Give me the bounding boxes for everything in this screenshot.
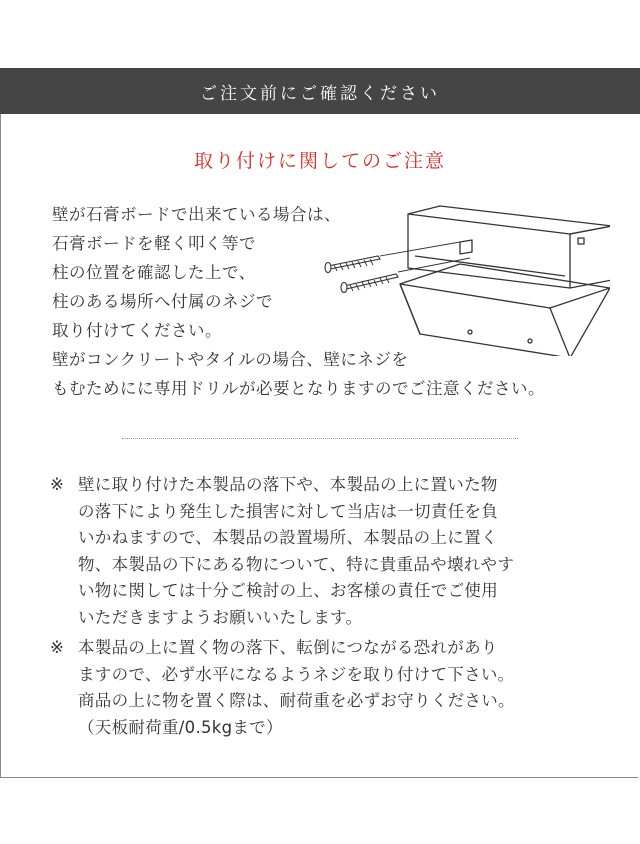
- note-mark: ※: [50, 475, 65, 494]
- note-line: （天板耐荷重/0.5kgまで）: [78, 717, 283, 737]
- header-bar: [0, 68, 640, 114]
- note-line: いかねますので、本製品の設置場所、本製品の上に置く: [78, 528, 498, 547]
- intro-line: 石膏ボードを軽く叩く等で: [52, 234, 256, 253]
- note-line: 壁に取り付けた本製品の落下や、本製品の上に置いた物: [78, 475, 498, 494]
- note-line: 物、本製品の下にある物について、特に貴重品や壊れやす: [78, 554, 515, 574]
- note-mark: ※: [50, 638, 65, 657]
- note-line: 本製品の上に置く物の落下、転倒につながる恐れがあり: [78, 638, 498, 657]
- intro-line: 柱のある場所へ付属のネジで: [52, 292, 273, 311]
- header-title: ご注文前にご確認ください: [200, 83, 440, 104]
- intro-line: 取り付けてください。: [52, 321, 222, 340]
- note-line: ますので、必ず水平になるようネジを取り付けて下さい。: [78, 664, 515, 684]
- notes-section: [50, 472, 590, 745]
- dotted-divider: [122, 438, 518, 439]
- note-line: い物に関しては十分ご検討の上、お客様の責任でご使用: [78, 581, 498, 600]
- intro-line: 壁が石膏ボードで出来ている場合は、: [52, 205, 341, 224]
- intro-line: 壁がコンクリートやタイルの場合、壁にネジを: [52, 350, 409, 369]
- note-item: [50, 635, 590, 741]
- note-line: 商品の上に物を置く際は、耐荷重を必ずお守りください。: [78, 691, 515, 710]
- section-subtitle: 取り付けに関してのご注意: [193, 150, 446, 172]
- note-line: の落下により発生した損害に対して当店は一切責任を負: [78, 501, 498, 521]
- note-item: [50, 472, 590, 631]
- intro-line: もむためにに専用ドリルが必要となりますのでご注意ください。: [52, 379, 545, 398]
- intro-line: 柱の位置を確認した上で、: [52, 263, 256, 282]
- note-line: いただきますようお願いいたします。: [78, 607, 363, 627]
- shelf-mounting-illustration: [320, 196, 610, 356]
